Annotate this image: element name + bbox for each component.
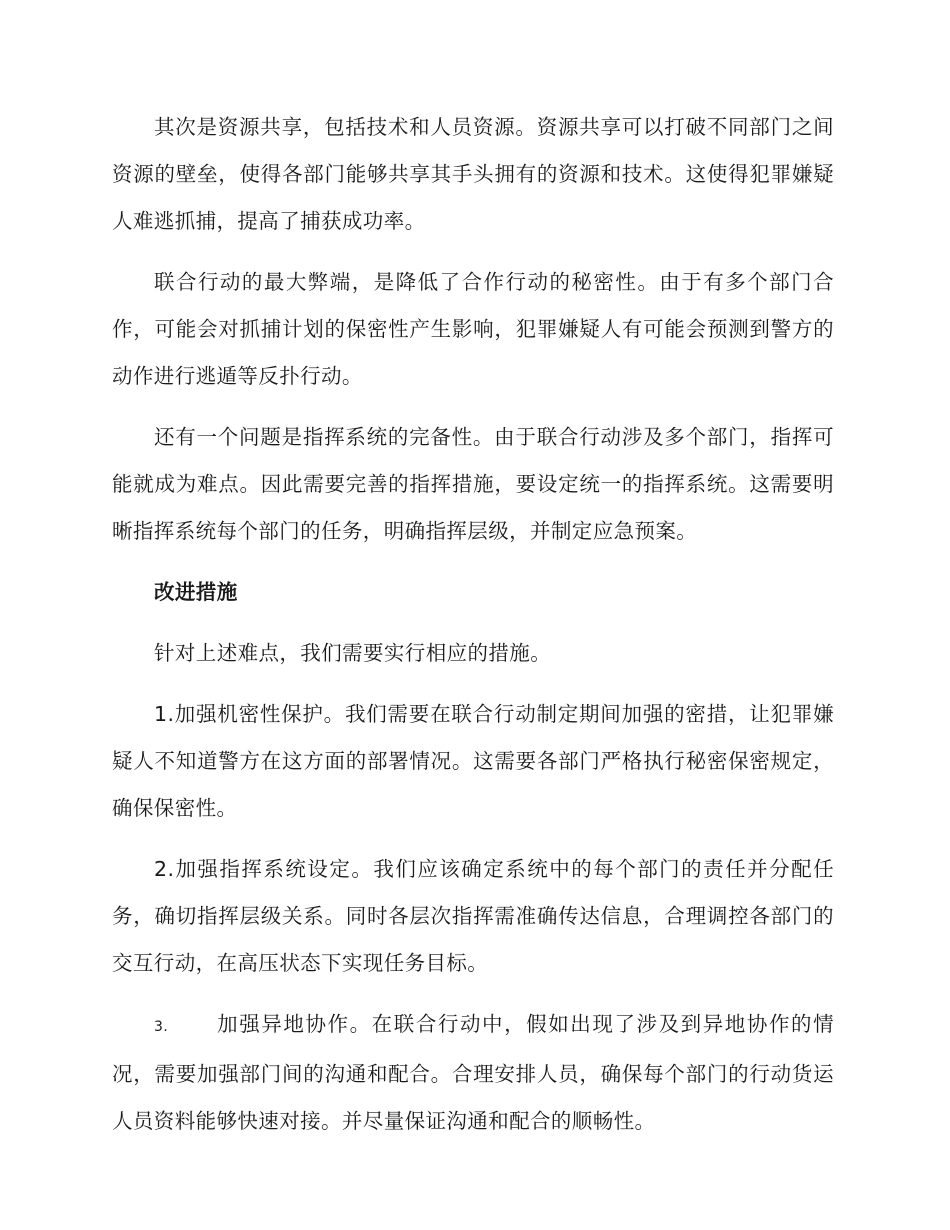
paragraph-intro: 针对上述难点，我们需要实行相应的措施。 xyxy=(154,641,552,665)
paragraph-gap xyxy=(112,987,834,1001)
paragraph-gap xyxy=(112,400,834,414)
document-body xyxy=(112,104,834,1145)
paragraph-command-system: 还有一个问题是指挥系统的完备性。由于联合行动涉及多个部门，指挥可能就成为难点。因此需要完善的指挥措施，要设定统一的指挥系统。这需要明晰指挥系统每个部门的任务，明确指挥层级，并制定应急预案。 xyxy=(112,425,834,543)
list-item-command: 2.加强指挥系统设定。我们应该确定系统中的每个部门的责任并分配任务，确切指挥层级关系。同时各层次指挥需准确传达信息，合理调控各部门的交互行动，在高压状态下实现任务目标。 xyxy=(112,857,834,975)
list-item-number: 3. xyxy=(154,1019,169,1035)
list-item-text: 加强异地协作。在联合行动中，假如出现了涉及到异地协作的情况，需要加强部门间的沟通和配合。合理安排人员，确保每个部门的行动货运人员资料能够快速对接。并尽量保证沟通和配合的顺畅性。 xyxy=(112,1012,834,1133)
paragraph-gap xyxy=(112,616,834,630)
list-item-confidentiality: 1.加强机密性保护。我们需要在联合行动制定期间加强的密措，让犯罪嫌疑人不知道警方在这方面的部署情况。这需要各部门严格执行秘密保密规定，确保保密性。 xyxy=(112,702,834,820)
section-heading: 改进措施 xyxy=(154,580,238,604)
paragraph-resource-sharing: 其次是资源共享，包括技术和人员资源。资源共享可以打破不同部门之间资源的壁垒，使得各部门能够共享其手头拥有的资源和技术。这使得犯罪嫌疑人难逃抓捕，提高了捕获成功率。 xyxy=(112,115,834,233)
paragraph-gap xyxy=(112,555,834,569)
paragraph-gap xyxy=(112,677,834,691)
list-item-cooperation xyxy=(112,1001,834,1145)
paragraph-gap xyxy=(112,245,834,259)
paragraph-secrecy-drawback: 联合行动的最大弊端，是降低了合作行动的秘密性。由于有多个部门合作，可能会对抓捕计划的保密性产生影响，犯罪嫌疑人有可能会预测到警方的动作进行逃遁等反扑行动。 xyxy=(112,270,834,388)
paragraph-gap xyxy=(112,832,834,846)
